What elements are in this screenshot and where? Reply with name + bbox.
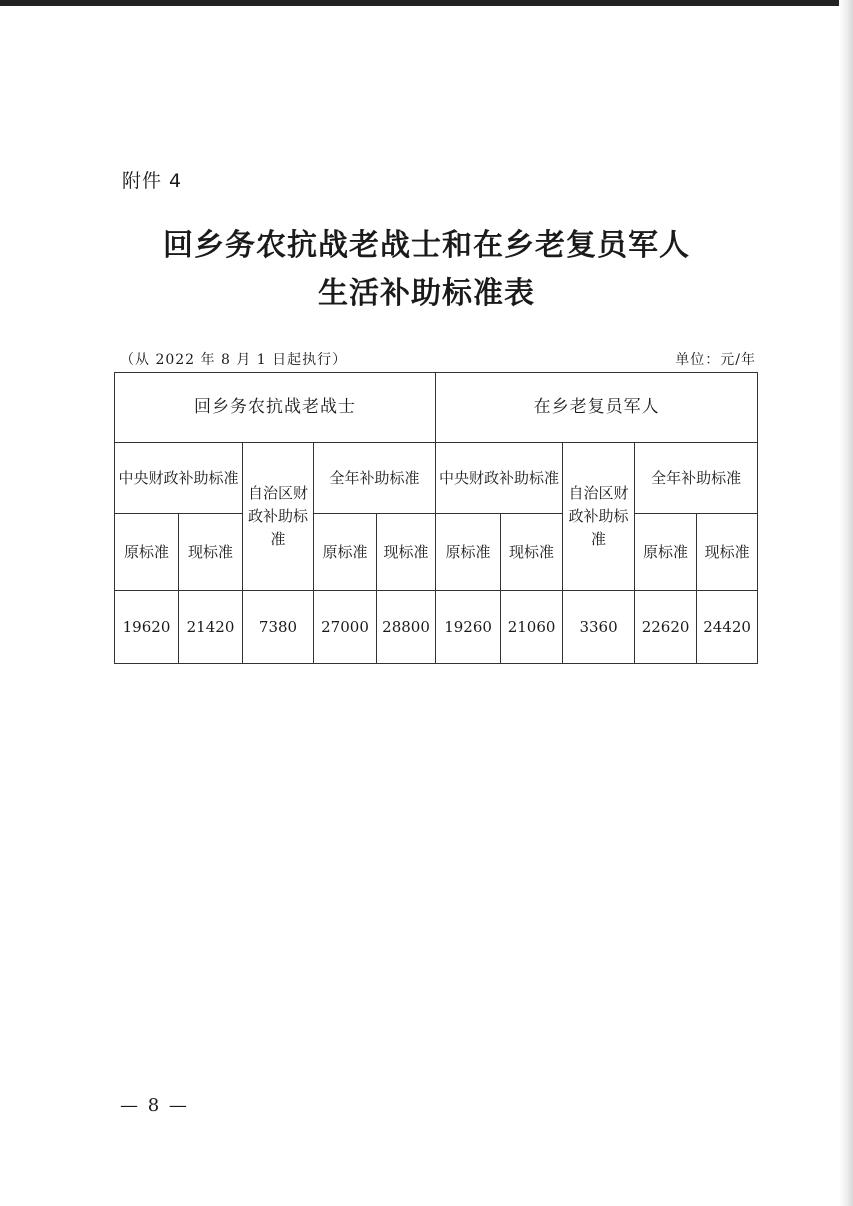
value-regional-2: 3360: [563, 591, 635, 664]
annual-original-header-1: 原标准: [314, 514, 377, 591]
central-subsidy-header-2: 中央财政补助标准: [436, 443, 563, 514]
value-annual-original-2: 22620: [635, 591, 697, 664]
value-annual-current-1: 28800: [377, 591, 436, 664]
value-central-original-2: 19260: [436, 591, 501, 664]
central-original-header-1: 原标准: [115, 514, 179, 591]
annual-subsidy-header-2: 全年补助标准: [635, 443, 758, 514]
regional-subsidy-header-2: 自治区财政补助标准: [563, 443, 635, 591]
title-line-2: 生活补助标准表: [318, 276, 535, 311]
value-central-current-1: 21420: [179, 591, 243, 664]
annual-current-header-1: 现标准: [377, 514, 436, 591]
group-header-veterans: 回乡务农抗战老战士: [115, 373, 436, 443]
title-line-1: 回乡务农抗战老战士和在乡老复员军人: [163, 228, 690, 263]
annual-subsidy-header-1: 全年补助标准: [314, 443, 436, 514]
table-sub-header-row: [115, 443, 758, 514]
unit-note: 单位：元/年: [675, 352, 756, 368]
value-annual-current-2: 24420: [697, 591, 758, 664]
value-central-original-1: 19620: [115, 591, 179, 664]
page-right-edge: [839, 0, 853, 1206]
attachment-label: 附件 4: [122, 170, 183, 192]
subsidy-standard-table: [114, 372, 758, 664]
table-leaf-header-row: [115, 514, 758, 591]
page-number: — 8 —: [120, 1095, 189, 1116]
central-current-header-2: 现标准: [501, 514, 563, 591]
value-regional-1: 7380: [243, 591, 314, 664]
page-top-edge: [0, 0, 853, 6]
central-original-header-2: 原标准: [436, 514, 501, 591]
group-header-demobilized: 在乡老复员军人: [436, 373, 758, 443]
annual-current-header-2: 现标准: [697, 514, 758, 591]
regional-subsidy-header-1: 自治区财政补助标准: [243, 443, 314, 591]
central-current-header-1: 现标准: [179, 514, 243, 591]
effective-date-note: （从 2022 年 8 月 1 日起执行）: [120, 352, 348, 368]
document-title: [0, 222, 853, 318]
table-group-header-row: [115, 373, 758, 443]
central-subsidy-header-1: 中央财政补助标准: [115, 443, 243, 514]
value-central-current-2: 21060: [501, 591, 563, 664]
table-row: [115, 591, 758, 664]
value-annual-original-1: 27000: [314, 591, 377, 664]
annual-original-header-2: 原标准: [635, 514, 697, 591]
